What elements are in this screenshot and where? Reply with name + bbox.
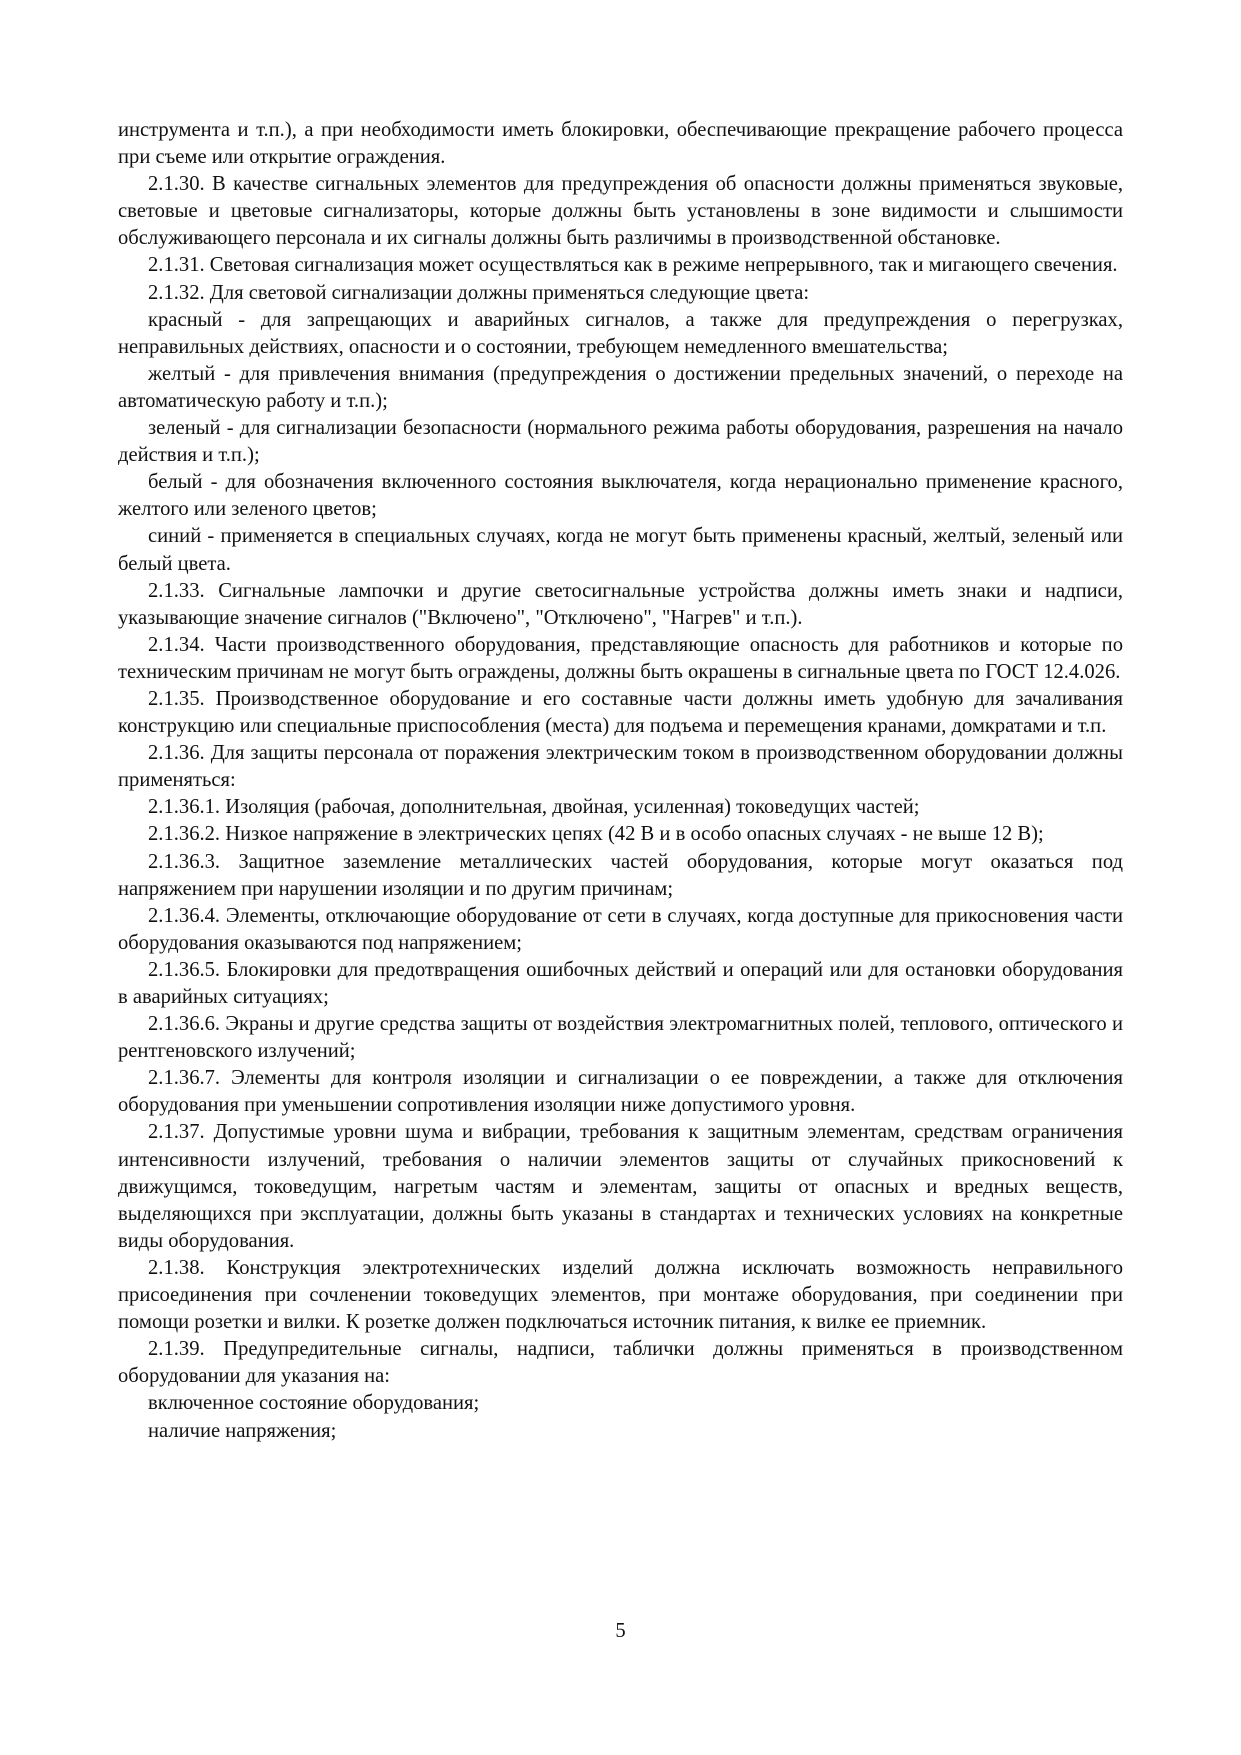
paragraph-2-1-36-7: 2.1.36.7. Элементы для контроля изоляции и сигнализации о ее повреждении, а также для отключения оборудования при уменьшении сопротивления изоляции ниже допустимого уровня. bbox=[118, 1067, 1123, 1117]
paragraph-2-1-36-5: 2.1.36.5. Блокировки для предотвращения ошибочных действий и операций или для остановки оборудования в аварийных ситуациях; bbox=[118, 958, 1123, 1008]
paragraph-2-1-36-3: 2.1.36.3. Защитное заземление металлических частей оборудования, которые могут оказаться под напряжением при нарушении изоляции и по другим причинам; bbox=[118, 850, 1123, 900]
paragraph-2-1-39: 2.1.39. Предупредительные сигналы, надписи, таблички должны применяться в производственном оборудовании для указания на: bbox=[118, 1338, 1123, 1388]
paragraph-continuation: инструмента и т.п.), а при необходимости иметь блокировки, обеспечивающие прекращение рабочего процесса при съеме или открытие ограждения. bbox=[118, 119, 1123, 169]
paragraph-2-1-36-6: 2.1.36.6. Экраны и другие средства защиты от воздействия электромагнитных полей, теплового, оптического и рентгеновского излучений; bbox=[118, 1013, 1123, 1063]
list-item-green: зеленый - для сигнализации безопасности (нормального режима работы оборудования, разрешения на начало действия и т.п.); bbox=[118, 417, 1123, 467]
paragraph-2-1-38: 2.1.38. Конструкция электротехнических изделий должна исключать возможность неправильного присоединения при сочленении токоведущих элементов, при монтаже оборудования, при соединении при помощи розетки и вилки. К розетке должен подключаться источник питания, к вилке ее приемник. bbox=[118, 1256, 1123, 1334]
paragraph-2-1-36-4: 2.1.36.4. Элементы, отключающие оборудование от сети в случаях, когда доступные для прикосновения части оборудования оказываются под напряжением; bbox=[118, 904, 1123, 954]
list-item-blue: синий - применяется в специальных случаях, когда не могут быть применены красный, желтый, зеленый или белый цвета. bbox=[118, 525, 1123, 575]
paragraph-2-1-31: 2.1.31. Световая сигнализация может осуществляться как в режиме непрерывного, так и мигающего свечения. bbox=[148, 254, 1118, 277]
paragraph-2-1-35: 2.1.35. Производственное оборудование и его составные части должны иметь удобную для зачаливания конструкцию или специальные приспособления (места) для подъема и перемещения кранами, домкратами и т.п. bbox=[118, 687, 1123, 738]
paragraph-2-1-36-1: 2.1.36.1. Изоляция (рабочая, дополнительная, двойная, усиленная) токоведущих частей; bbox=[148, 796, 920, 819]
paragraph-2-1-32: 2.1.32. Для световой сигнализации должны применяться следующие цвета: bbox=[148, 281, 810, 304]
list-item-yellow: желтый - для привлечения внимания (предупреждения о достижении предельных значений, о переходе на автоматическую работу и т.п.); bbox=[118, 362, 1123, 412]
list-item-red: красный - для запрещающих и аварийных сигналов, а также для предупреждения о перегрузках, неправильных действиях, опасности и о состоянии, требующем немедленного вмешательства; bbox=[118, 308, 1123, 358]
page-number: 5 bbox=[615, 1620, 626, 1642]
paragraph-2-1-36-2: 2.1.36.2. Низкое напряжение в электрических цепях (42 В и в особо опасных случаях - не выше 12 В); bbox=[148, 823, 1044, 846]
body-text bbox=[118, 117, 1123, 1445]
paragraph-2-1-34: 2.1.34. Части производственного оборудования, представляющие опасность для работников и которые по техническим причинам не могут быть ограждены, должны быть окрашены в сигнальные цвета по ГОСТ 12.4.026. bbox=[118, 633, 1123, 683]
list-item-equipment-on: включенное состояние оборудования; bbox=[148, 1392, 480, 1415]
list-item-white: белый - для обозначения включенного состояния выключателя, когда нерационально применение красного, желтого или зеленого цветов; bbox=[118, 471, 1123, 521]
paragraph-2-1-37: 2.1.37. Допустимые уровни шума и вибрации, требования к защитным элементам, средствам ограничения интенсивности излучений, требования о наличии элементов защиты от случайных прикосновений к движущимся, токоведущим, нагретым частям и элементам, защиты от опасных и вредных веществ, выделяющихся при эксплуатации, должны быть указаны в стандартах и технических условиях на конкретные виды оборудования. bbox=[118, 1121, 1123, 1252]
paragraph-2-1-36: 2.1.36. Для защиты персонала от поражения электрическим током в производственном оборудовании должны применяться: bbox=[118, 742, 1123, 792]
paragraph-2-1-33: 2.1.33. Сигнальные лампочки и другие светосигнальные устройства должны иметь знаки и надписи, указывающие значение сигналов ("Включено", "Отключено", "Нагрев" и т.п.). bbox=[118, 579, 1123, 629]
list-item-voltage-present: наличие напряжения; bbox=[148, 1419, 337, 1442]
paragraph-2-1-30: 2.1.30. В качестве сигнальных элементов для предупреждения об опасности должны применяться звуковые, световые и цветовые сигнализаторы, которые должны быть установлены в зоне видимости и слышимости обслуживающего персонала и их сигналы должны быть различимы в производственной обстановке. bbox=[118, 173, 1123, 250]
